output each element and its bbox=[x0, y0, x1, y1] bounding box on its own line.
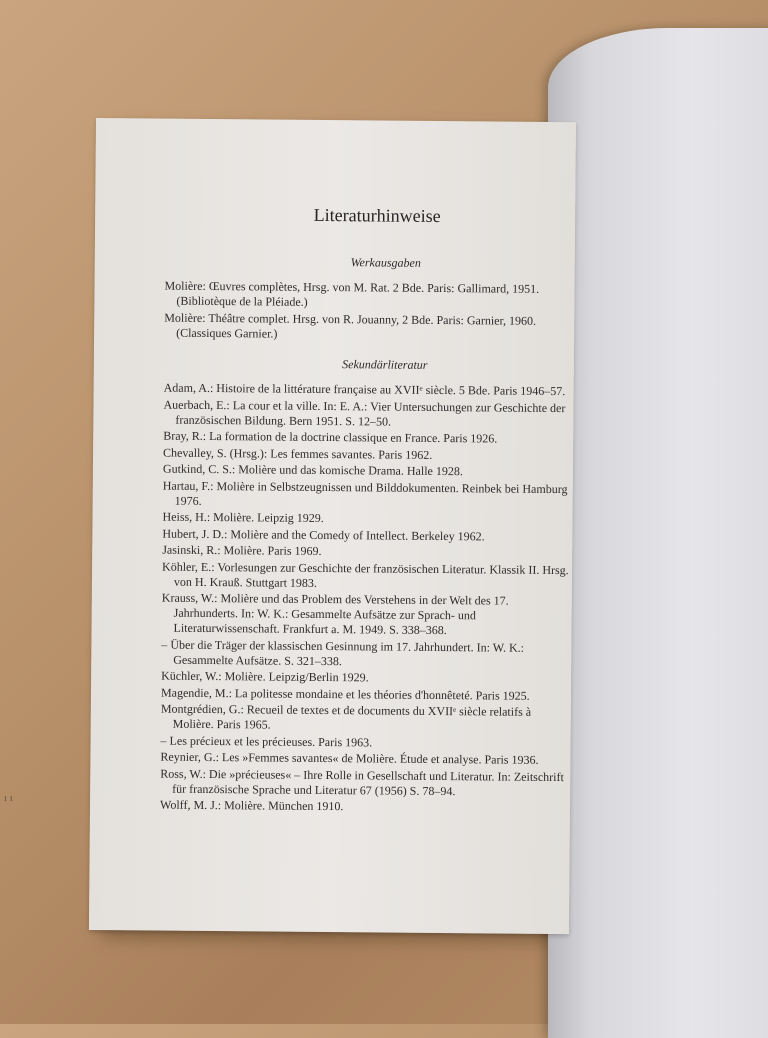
list-item: Reynier, G.: Les »Femmes savantes« de Molière. Étude et analyse. Paris 1936. bbox=[160, 749, 539, 767]
page-title: Literaturhinweise bbox=[313, 204, 441, 227]
book-page bbox=[89, 118, 576, 934]
list-item: Magendie, M.: La politesse mondaine et les théories d'honnêteté. Paris 1925. bbox=[160, 685, 530, 703]
list-item: – Über die Träger der klassischen Gesinnung im 17. Jahrhundert. In: W. K.: Gesammelte Aufsätze. S. 321–338. bbox=[161, 637, 525, 668]
facing-page bbox=[548, 28, 768, 1038]
list-item: Adam, A.: Histoire de la littérature française au XVIIᵉ siècle. 5 Bde. Paris 1946–57. bbox=[163, 380, 566, 399]
list-item: Heiss, H.: Molière. Leipzig 1929. bbox=[162, 509, 324, 526]
list-item: Montgrédien, G.: Recueil de textes et de documents du XVIIᵉ siècle relatifs à Molière. Paris 1965. bbox=[160, 701, 532, 732]
list-item: Wolff, M. J.: Molière. München 1910. bbox=[159, 797, 344, 814]
list-item: Molière: Théâtre complet. Hrsg. von R. Jouanny, 2 Bde. Paris: Garnier, 1960. (Classiques Garnier.) bbox=[164, 310, 537, 341]
section-heading-werkausgaben: Werkausgaben bbox=[350, 255, 421, 270]
list-item: Krauss, W.: Molière und das Problem des Verstehens in der Welt des 17. Jahrhunderts. In: W. K.: Gesammelte Aufsätze zur Sprach- und Literaturwissenschaft. Frankfurt a. M. 1949. S. 338–368. bbox=[161, 590, 509, 638]
list-item: Hubert, J. D.: Molière and the Comedy of Intellect. Berkeley 1962. bbox=[162, 526, 485, 543]
list-item: Ross, W.: Die »précieuses« – Ihre Rolle in Gesellschaft und Literatur. In: Zeitschrift für französische Sprache und Literatur 67 (1956) S. 78–94. bbox=[160, 766, 564, 798]
list-item: Hartau, F.: Molière in Selbstzeugnissen und Bilddokumenten. Reinbek bei Hamburg 1976. bbox=[162, 478, 568, 508]
list-item: – Les précieux et les précieuses. Paris 1963. bbox=[160, 733, 373, 749]
list-item: Auerbach, E.: La cour et la ville. In: E. A.: Vier Untersuchungen zur Geschichte der französischen Bildung. Bern 1951. S. 12–50. bbox=[163, 397, 566, 429]
list-item: Bray, R.: La formation de la doctrine classique en France. Paris 1926. bbox=[163, 428, 498, 446]
list-item: Gutkind, C. S.: Molière und das komische Drama. Halle 1928. bbox=[162, 461, 463, 479]
list-item: Jasinski, R.: Molière. Paris 1969. bbox=[162, 542, 322, 558]
list-item: Chevalley, S. (Hrsg.): Les femmes savantes. Paris 1962. bbox=[163, 445, 433, 462]
list-item: Köhler, E.: Vorlesungen zur Geschichte der französischen Literatur. Klassik II. Hrsg. von H. Krauß. Stuttgart 1983. bbox=[162, 559, 569, 590]
page-content bbox=[159, 204, 577, 818]
section-heading-sekundaerliteratur: Sekundärliteratur bbox=[342, 357, 428, 372]
list-item: Küchler, W.: Molière. Leipzig/Berlin 1929. bbox=[161, 668, 369, 685]
table-mark: ı ı bbox=[4, 792, 13, 804]
list-item: Molière: Œuvres complètes, Hrsg. von M. Rat. 2 Bde. Paris: Gallimard, 1951. (Bibliotèque de la Pléiade.) bbox=[164, 278, 540, 309]
